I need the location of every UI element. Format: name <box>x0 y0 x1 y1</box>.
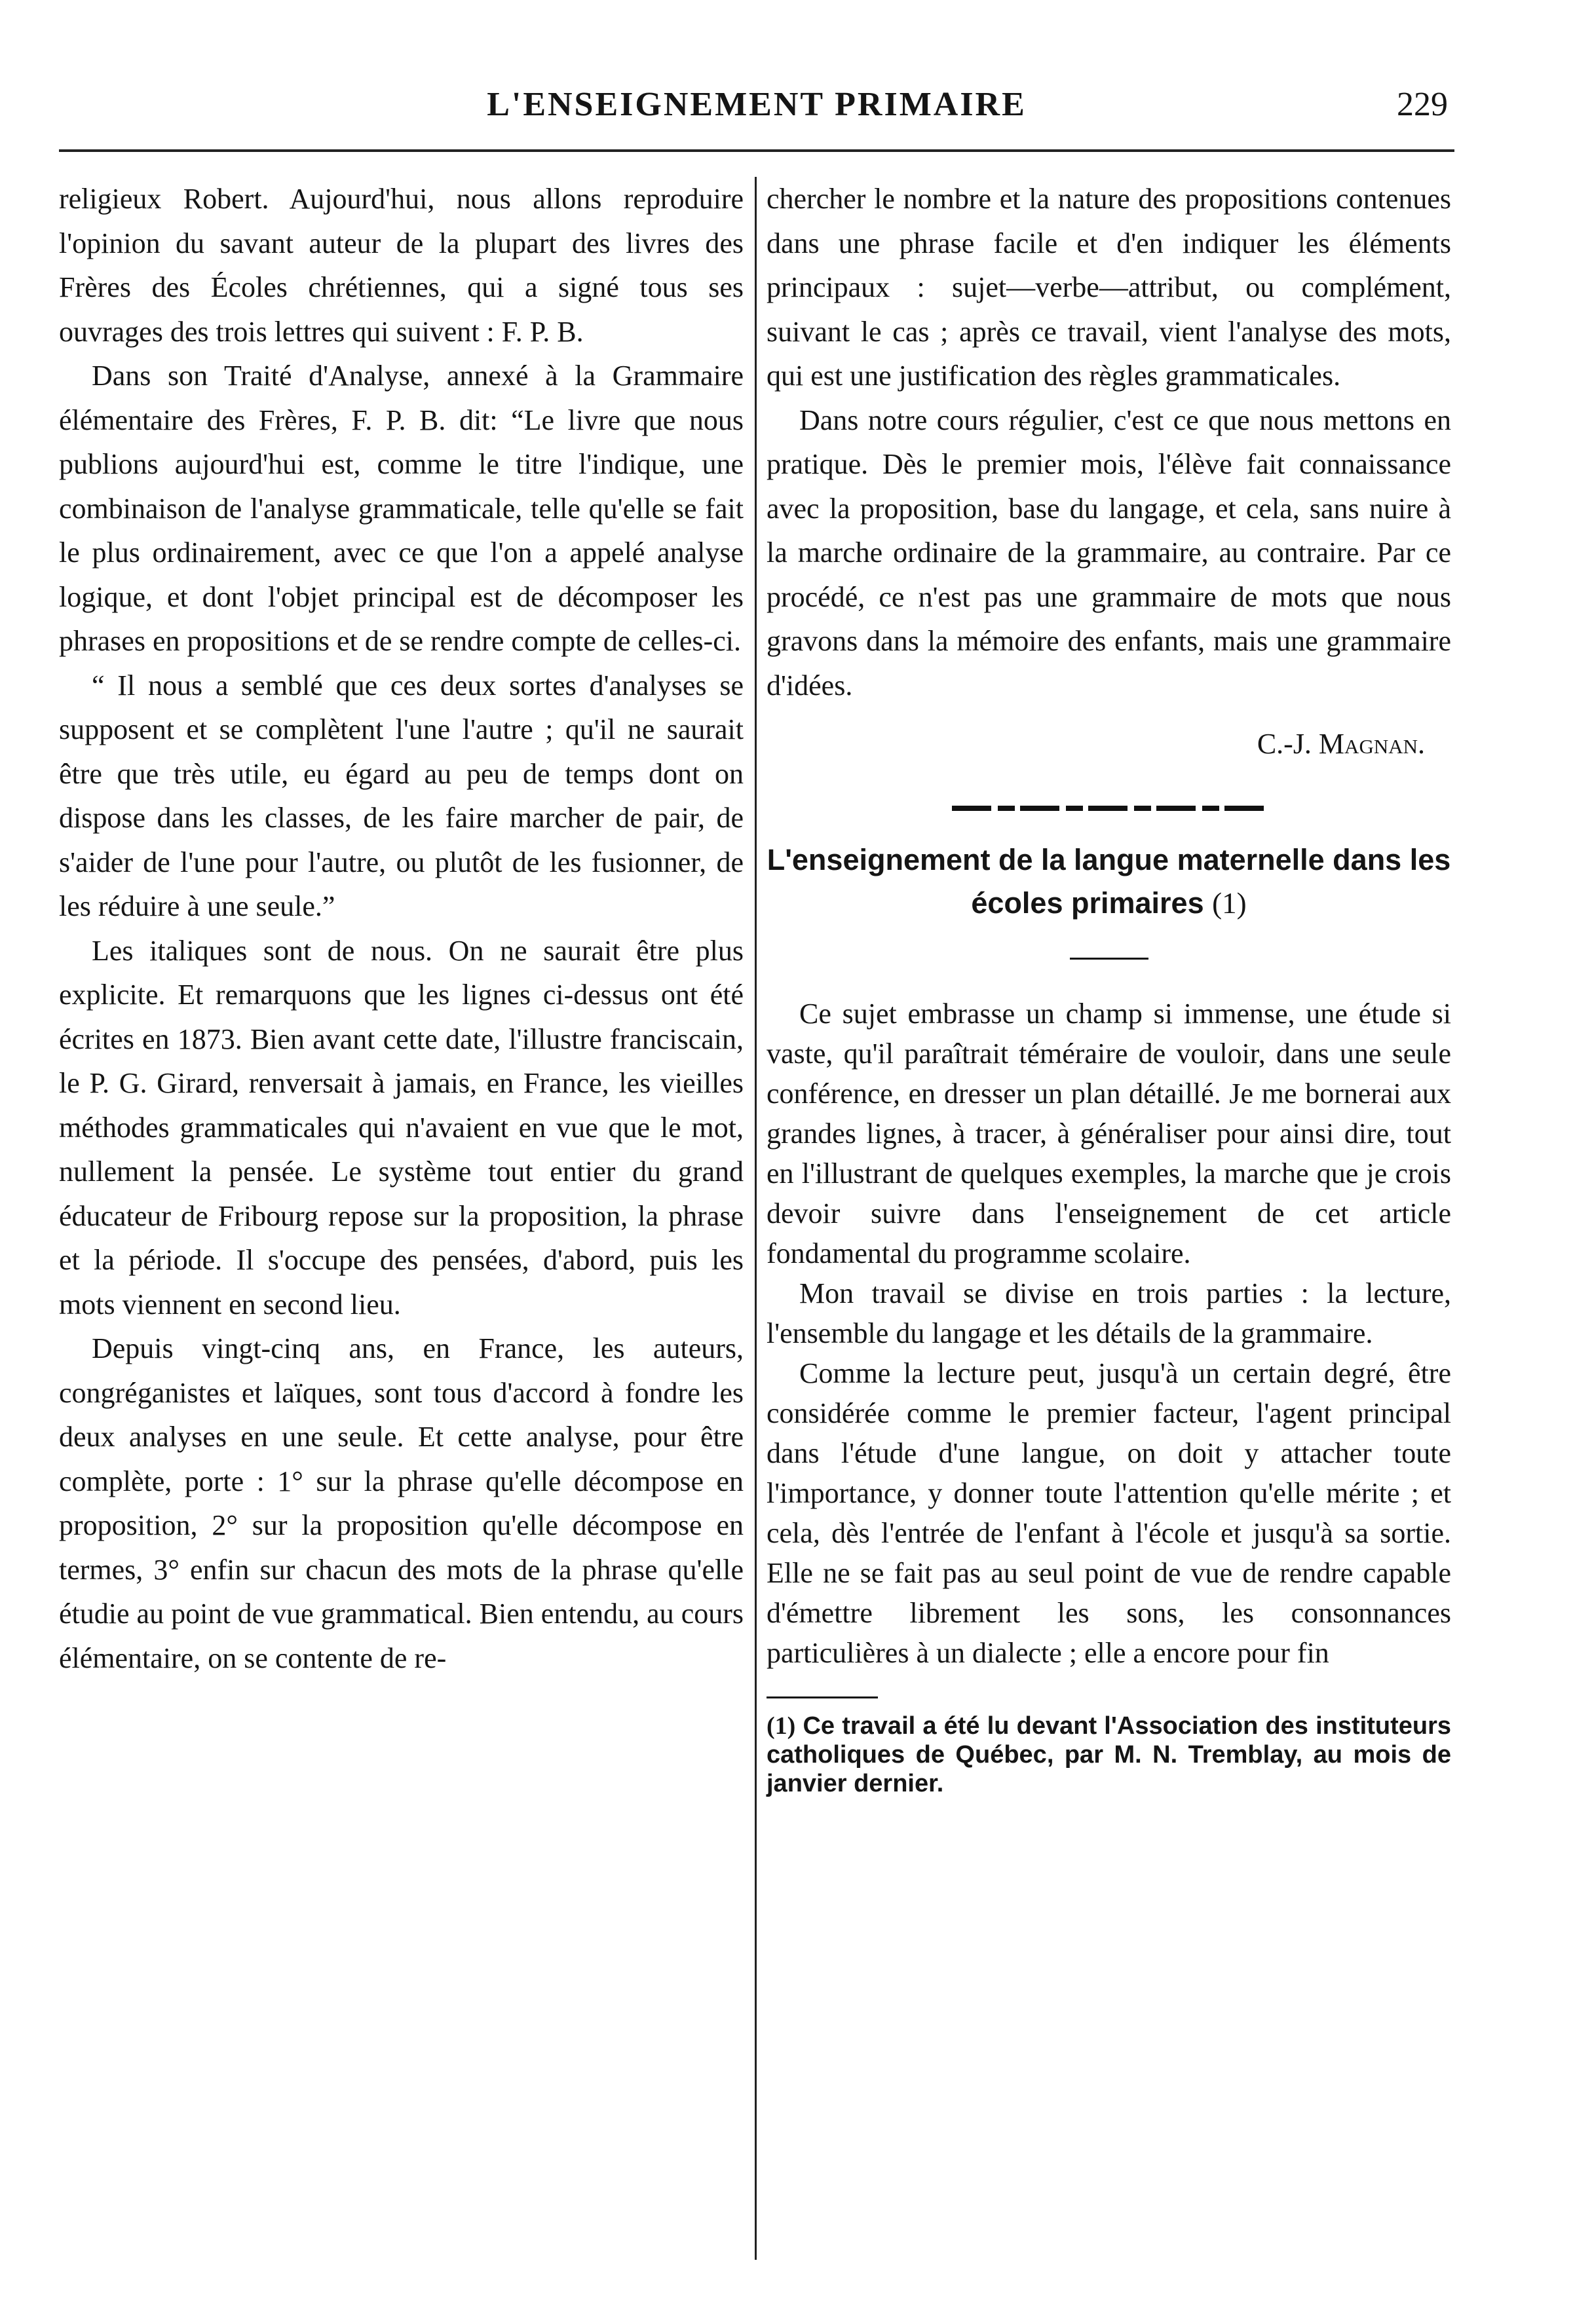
footnote <box>767 1712 1451 1798</box>
footnote-reference: (1) <box>1212 886 1247 920</box>
paragraph: religieux Robert. Aujourd'hui, nous allons reproduire l'opinion du savant auteur de la plupart des livres des Frères des Écoles chrétiennes, qui a signé tous ses ouvrages des trois lettres qui suivent : F. P. B. <box>59 183 744 348</box>
article-body <box>767 994 1451 1673</box>
paragraph: Ce sujet embrasse un champ si immense, une étude si vaste, qu'il paraîtrait téméraire de vouloir, dans une seule conférence, en dresser un plan détaillé. Je me bornerai aux grandes lignes, à tracer, à généraliser pour ainsi dire, tout en l'illustrant de quelques exemples, la marche que je crois devoir suivre dans l'enseignement de cet article fondamental du programme scolaire. <box>767 997 1451 1269</box>
title-rule <box>1070 958 1148 960</box>
footnote-text: Ce travail a été lu devant l'Association des instituteurs catholiques de Québec, par M. N. Tremblay, au mois de janvier dernier. <box>767 1712 1451 1797</box>
article-title-text: L'enseignement de la langue maternelle dans les écoles primaires <box>767 842 1451 920</box>
left-column <box>59 177 744 1680</box>
footnote-marker: (1) <box>767 1712 796 1740</box>
paragraph: Dans notre cours régulier, c'est ce que nous mettons en pratique. Dès le premier mois, l'élève fait connaissance avec la proposition, base du langage, et cela, sans nuire à la marche ordinaire de la grammaire, au contraire. Par ce procédé, ce n'est pas une grammaire de mots que nous gravons dans la mémoire des enfants, mais une grammaire d'idées. <box>767 403 1451 702</box>
paragraph: Les italiques sont de nous. On ne saurait être plus explicite. Et remarquons que les lignes ci-dessus ont été écrites en 1873. Bien avant cette date, l'illustre franciscain, le P. G. Girard, renversait à jamais, en France, les vieilles méthodes grammaticales qui n'avaient en vue que le mot, nullement la pensée. Le système tout entier du grand éducateur de Fribourg repose sur la proposition, la phrase et la période. Il s'occupe des pensées, d'abord, puis les mots viennent en second lieu. <box>59 934 744 1321</box>
footnote-rule <box>767 1696 878 1698</box>
paragraph: “ Il nous a semblé que ces deux sortes d'analyses se supposent et se complètent l'une l'autre ; qu'il ne saurait être que très utile, eu égard au peu de temps dont on dispose dans les classes, de les faire marcher de pair, de s'aider de l'une pour l'autre, ou plutôt de les fusionner, de les réduire à une seule.” <box>59 669 744 922</box>
header-rule <box>59 149 1454 152</box>
author-signature: C.-J. Magnan. <box>1257 728 1425 760</box>
paragraph: Mon travail se divise en trois parties : la lecture, l'ensemble du langage et les détails de la grammaire. <box>767 1277 1451 1349</box>
section-ornament <box>952 806 1266 811</box>
column-divider <box>755 177 757 2260</box>
page-header <box>59 72 1454 124</box>
paragraph: Comme la lecture peut, jusqu'à un certain degré, être considérée comme le premier facteur, l'agent principal dans l'étude d'une langue, on doit y attacher toute l'importance, y donner toute l'attention qu'elle mérite ; et cela, dès l'entrée de l'enfant à l'école et jusqu'à sa sortie. Elle ne se fait pas au seul point de vue de rendre capable d'émettre librement les sons, les consonnances particulières à un dialecte ; elle a encore pour fin <box>767 1357 1451 1669</box>
running-title: L'ENSEIGNEMENT PRIMAIRE <box>487 86 1027 123</box>
page-number: 229 <box>1397 86 1448 123</box>
paragraph: Dans son Traité d'Analyse, annexé à la Grammaire élémentaire des Frères, F. P. B. dit: “Le livre que nous publions aujourd'hui est, comme le titre l'indique, une combinaison de l'analyse grammaticale, telle qu'elle se fait le plus ordinairement, avec ce que l'on a appelé analyse logique, et dont l'objet principal est de décomposer les phrases en propositions et de se rendre compte de celles-ci. <box>59 360 744 657</box>
paragraph: Depuis vingt-cinq ans, en France, les auteurs, congréganistes et laïques, sont tous d'accord à fondre les deux analyses en une seule. Et cette analyse, pour être complète, porte : 1° sur la phrase qu'elle décompose en proposition, 2° sur la proposition qu'elle décompose en termes, 3° enfin sur chacun des mots de la phrase qu'elle étudie au point de vue grammatical. Bien entendu, au cours élémentaire, on se contente de re- <box>59 1332 744 1674</box>
article-title <box>767 838 1451 925</box>
paragraph: chercher le nombre et la nature des propositions contenues dans une phrase facile et d'en indiquer les éléments principaux : sujet—verbe—attribut, ou complément, suivant le cas ; après ce travail, vient l'analyse des mots, qui est une justification des règles grammaticales. <box>767 183 1451 392</box>
right-column <box>767 177 1451 1798</box>
